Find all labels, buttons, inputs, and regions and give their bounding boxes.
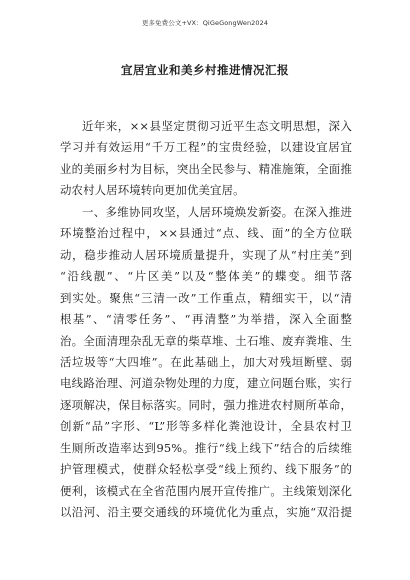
text-line: 动，稳步推动人居环境质量提升，实现了从“村庄美”到: [60, 247, 352, 262]
text-line: 近年来，××县坚定贯彻习近平生态文明思想，深入: [82, 119, 352, 133]
text-line: 电线路治理、河道杂物处理的力度，建立问题台账，实行: [60, 376, 352, 391]
text-line: 护管理模式，使群众轻松享受“线上预约、线下服务”的: [60, 462, 352, 477]
text-line: 业的美丽乡村为目标，突出全民参与、精准施策，全面推: [60, 161, 352, 176]
text-line: 环境整治过程中，××县通过“点、线、面”的全方位联: [60, 226, 352, 241]
text-line: 创新“品”字形、“L”形等多样化粪池设计，全县农村卫: [60, 419, 352, 434]
text-line: 根基”、“清零任务”、“再清整”为举措，深入全面整: [60, 312, 352, 327]
text-line: 到实处。聚焦“三清一改”工作重点，精细实干，以“清: [60, 290, 352, 305]
text-line: 动农村人居环境转向更加优美宜居。: [60, 183, 245, 198]
text-line: 学习并有效运用“千万工程”的宝贵经验，以建设宜居宜: [60, 140, 352, 155]
paragraph-intro: [60, 116, 352, 202]
text-line: 便利，该模式在全省范围内展开宣传推广。主线策划深化: [60, 483, 352, 498]
document-title: 宜居宜业和美乡村推进情况汇报: [121, 63, 289, 77]
text-line: 治。全面清理杂乱无章的柴草堆、土石堆、废弃粪堆、生: [60, 333, 352, 348]
text-line: 逐项解决，保目标落实。同时，强力推进农村厕所革命，: [60, 397, 352, 412]
text-line: 活垃圾等“大四堆”。在此基础上，加大对残垣断壁、弱: [60, 354, 352, 369]
document-body: [60, 116, 352, 524]
text-line: 以沿河、沿主要交通线的环境优化为重点，实施“双沿提: [60, 505, 352, 520]
text-line: 生厕所改造率达到95%。推行“线上线下”结合的后续维: [60, 440, 352, 455]
page-header-note: 更多免费公文+VX：QiGeGongWen2024: [141, 19, 269, 27]
text-line: 一、多维协同攻坚，人居环境焕发新姿。在深入推进: [82, 204, 352, 219]
text-line: “沿线靓”、“片区美”以及“整体美”的蝶变。细节落: [60, 269, 352, 284]
paragraph-section-1: [60, 202, 352, 524]
